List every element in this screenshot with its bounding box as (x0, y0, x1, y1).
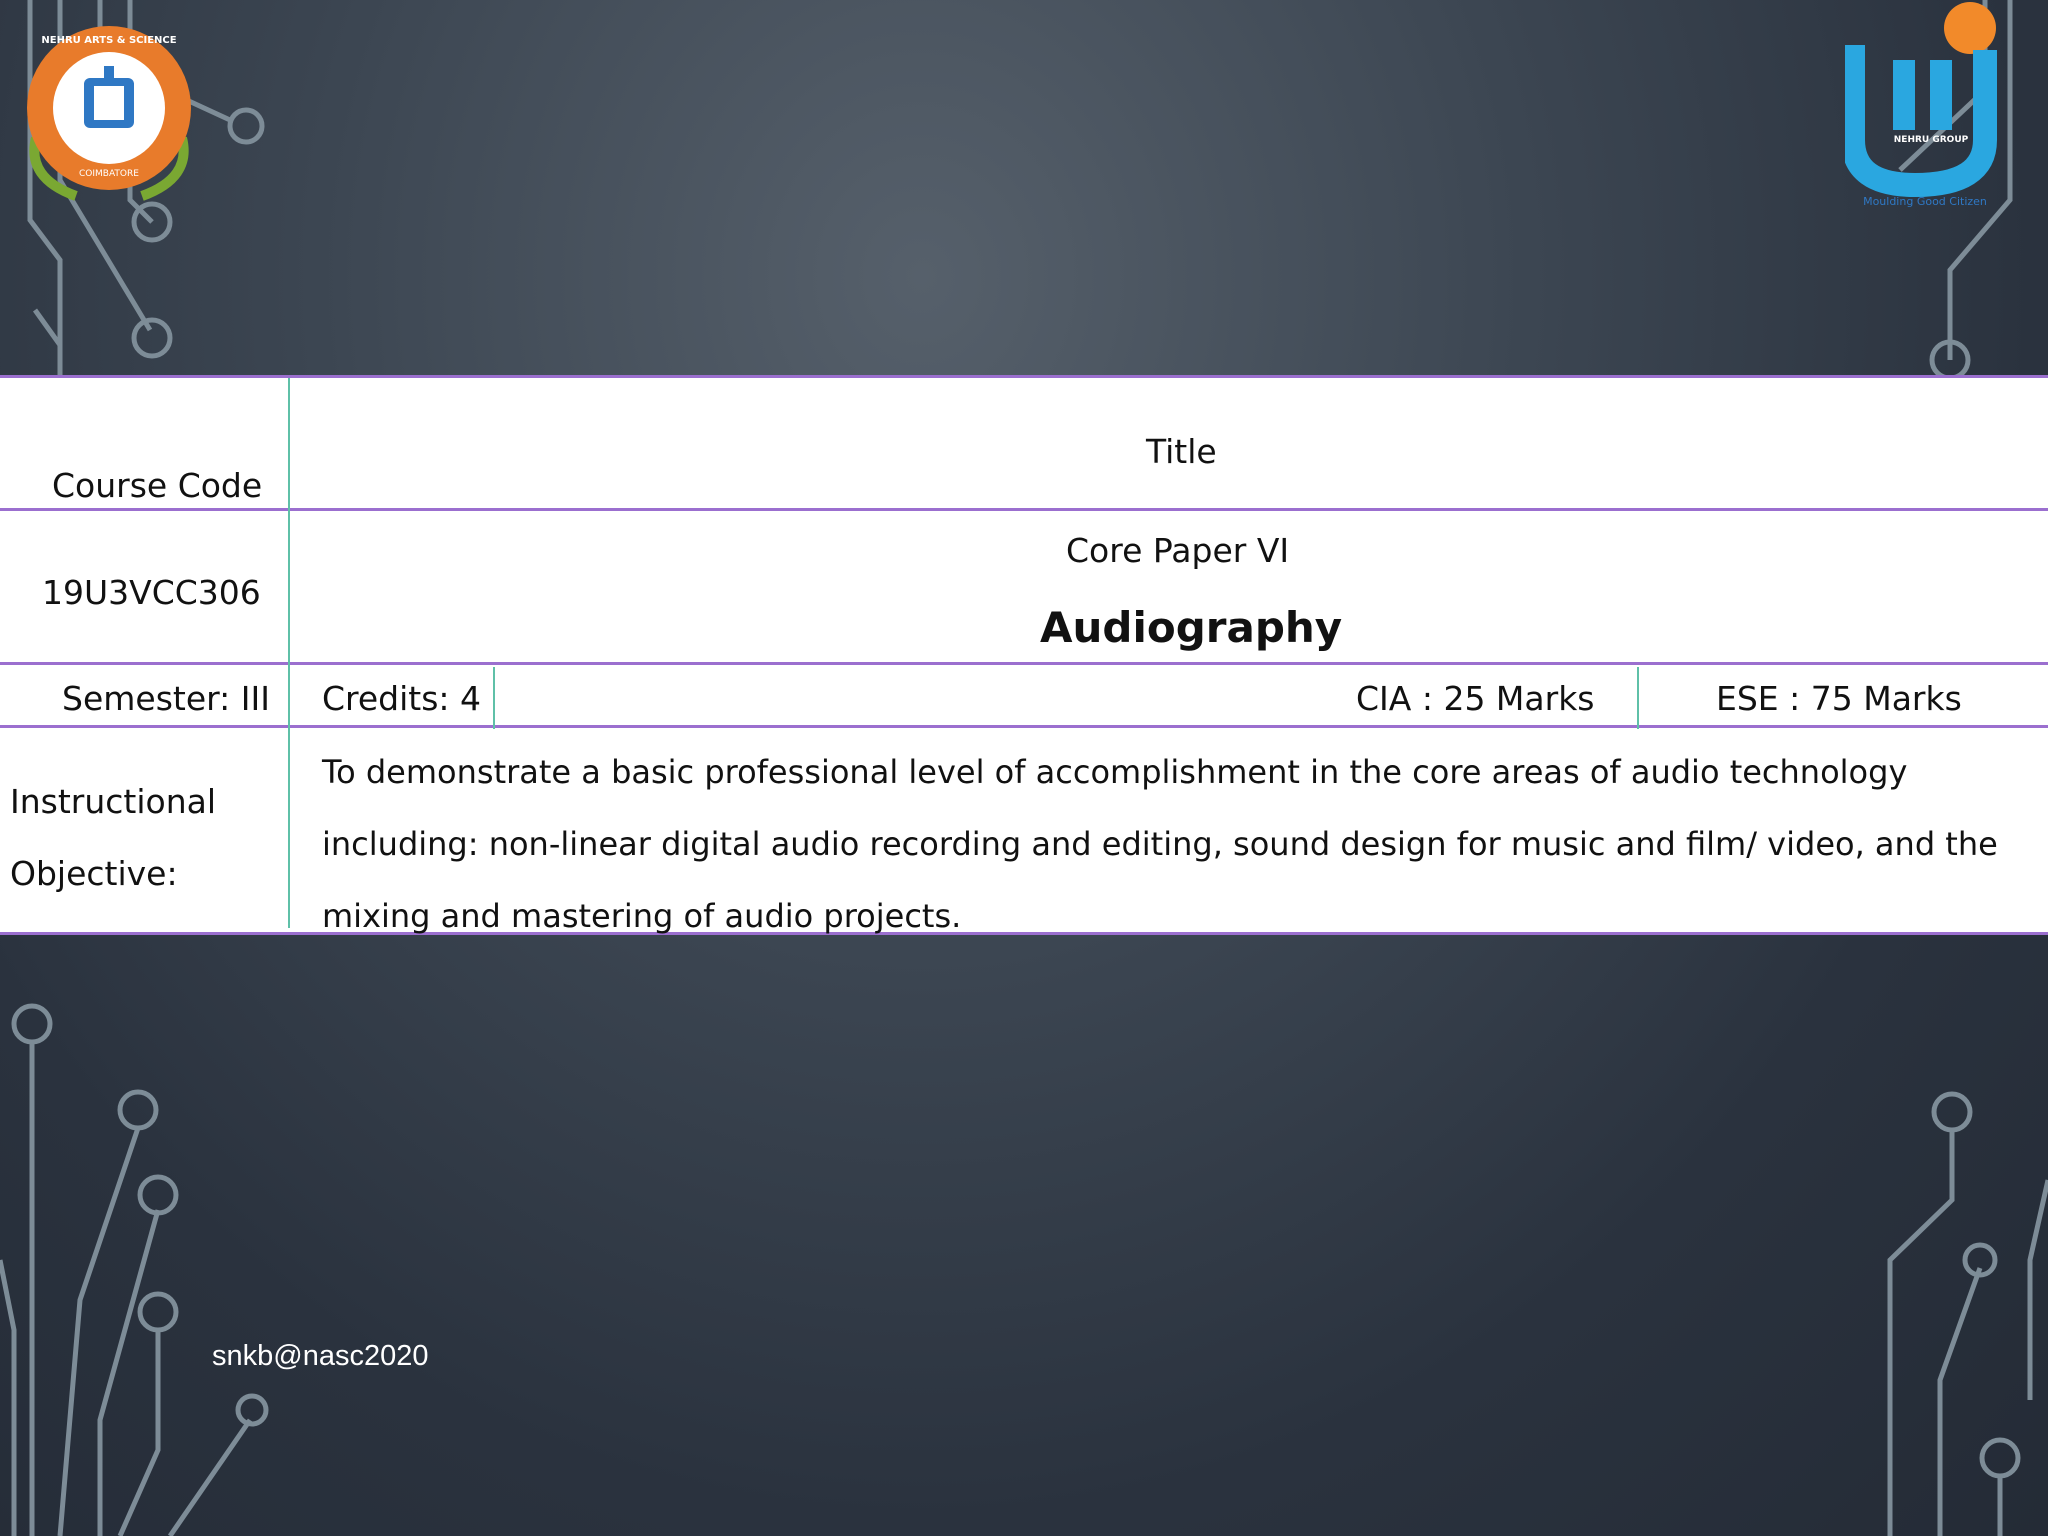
table-header-row (0, 375, 2048, 511)
column-divider (288, 378, 290, 928)
semester-value: Semester: III (62, 679, 270, 718)
ese-marks: ESE : 75 Marks (1716, 679, 1962, 718)
college-seal-logo (16, 18, 202, 204)
course-row (0, 511, 2048, 665)
objective-text: To demonstrate a basic professional level of accomplishment in the core areas of audio technology including: non-linear digital audio recording and editing, sound design for music and film/ video, and the mixing and mastering of audio projects. (322, 753, 1998, 935)
group-logo (1845, 0, 2015, 215)
credits-divider (493, 667, 495, 729)
credits-value: Credits: 4 (322, 679, 482, 718)
svg-text:Moulding Good Citizen: Moulding Good Citizen (1863, 195, 1987, 208)
paper-label: Core Paper VI (1066, 531, 1290, 570)
objective-label-line1: Instructional (10, 782, 217, 821)
course-code-header: Course Code (52, 466, 263, 505)
objective-label-line2: Objective: (10, 854, 178, 893)
course-table (0, 375, 2048, 935)
subject-title: Audiography (1040, 603, 1343, 652)
svg-text:COIMBATORE: COIMBATORE (79, 169, 139, 179)
marks-divider (1637, 667, 1639, 729)
title-header: Title (1146, 432, 1217, 471)
cia-marks: CIA : 25 Marks (1356, 679, 1595, 718)
footer-credit: snkb@nasc2020 (212, 1340, 429, 1372)
svg-text:NEHRU GROUP: NEHRU GROUP (1893, 135, 1969, 145)
objective-row (0, 728, 2048, 935)
course-code-value: 19U3VCC306 (42, 573, 261, 612)
semester-row (0, 665, 2048, 728)
svg-text:NEHRU ARTS & SCIENCE: NEHRU ARTS & SCIENCE (41, 35, 177, 46)
